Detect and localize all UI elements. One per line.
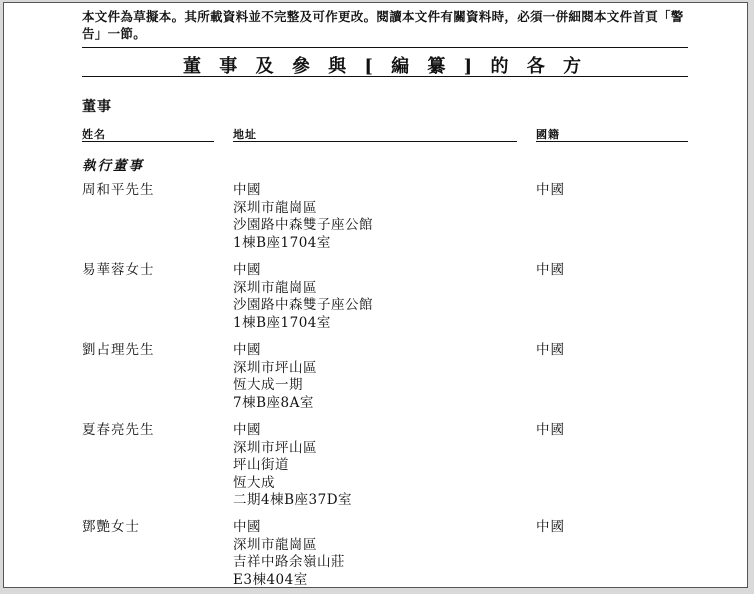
director-name: 周和平先生 xyxy=(82,182,155,198)
director-address xyxy=(233,342,317,412)
address-line: 吉祥中路余嶺山莊 xyxy=(233,554,345,570)
column-rule-nationality xyxy=(536,141,688,142)
section-heading: 董事 xyxy=(82,99,112,115)
director-nationality: 中國 xyxy=(536,342,565,358)
director-name: 夏春亮先生 xyxy=(82,422,155,438)
draft-notice: 本文件為草擬本。其所載資料並不完整及可作更改。閱讀本文件有關資料時，必須一併細閱本文件首頁「警告」一節。 xyxy=(82,9,684,41)
director-nationality: 中國 xyxy=(536,422,565,438)
address-line: 坪山街道 xyxy=(233,457,289,473)
director-address xyxy=(233,422,352,510)
address-line: 恆大成 xyxy=(233,474,275,491)
director-name: 劉占理先生 xyxy=(82,342,155,358)
address-line: 7棟B座8A室 xyxy=(233,394,314,411)
address-line: 中國 xyxy=(233,422,261,438)
address-line: 沙園路中森雙子座公館 xyxy=(233,297,373,313)
director-address xyxy=(233,519,345,588)
column-header-nationality: 國籍 xyxy=(536,128,560,141)
title-rule-top xyxy=(82,47,688,48)
column-header-address: 地址 xyxy=(233,128,257,141)
address-line: 中國 xyxy=(233,342,261,358)
address-line: 中國 xyxy=(233,182,261,198)
address-line: 深圳市龍崗區 xyxy=(233,199,317,216)
address-line: 1棟B座1704室 xyxy=(233,234,331,251)
address-line: 深圳市坪山區 xyxy=(233,359,317,376)
address-line: 1棟B座1704室 xyxy=(233,314,331,331)
column-rule-name xyxy=(82,141,214,142)
address-line: 沙園路中森雙子座公館 xyxy=(233,217,373,233)
document-page xyxy=(3,2,748,588)
address-line: 恆大成一期 xyxy=(233,377,303,393)
address-line: E3棟404室 xyxy=(233,571,308,588)
address-line: 深圳市坪山區 xyxy=(233,439,317,456)
address-line: 二期4棟B座37D室 xyxy=(233,492,353,508)
address-line: 中國 xyxy=(233,262,261,278)
column-rule-address xyxy=(233,141,517,142)
address-line: 中國 xyxy=(233,519,261,535)
director-nationality: 中國 xyxy=(536,262,565,278)
director-nationality: 中國 xyxy=(536,182,565,198)
column-header-name: 姓名 xyxy=(82,128,106,141)
subsection-heading: 執行董事 xyxy=(82,158,144,174)
title-rule-bottom xyxy=(82,76,688,77)
director-address xyxy=(233,182,373,252)
page-title: 董 事 及 參 與 [ 編 纂 ] 的 各 方 xyxy=(183,56,587,77)
address-line: 深圳市龍崗區 xyxy=(233,536,317,553)
director-nationality: 中國 xyxy=(536,519,565,535)
director-address xyxy=(233,262,373,332)
director-name: 易華蓉女士 xyxy=(82,262,155,278)
address-line: 深圳市龍崗區 xyxy=(233,279,317,296)
director-name: 鄧艷女士 xyxy=(82,519,140,535)
